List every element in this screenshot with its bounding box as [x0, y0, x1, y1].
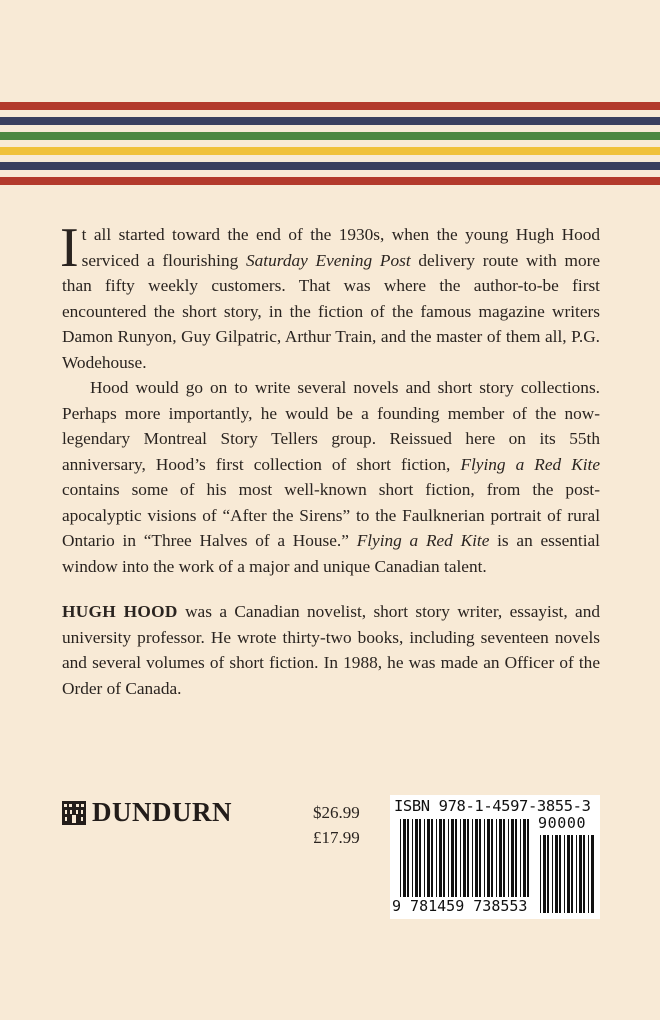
stripe-6 — [0, 177, 660, 185]
magazine-title: Saturday Evening Post — [246, 250, 411, 270]
decorative-stripes — [0, 102, 660, 192]
book-description — [60, 217, 601, 579]
author-bio — [62, 599, 600, 701]
description-paragraph-1 — [60, 217, 601, 375]
text-run: Hood would go on to write several novels and short story collections. Perhaps more importantly, he would be a founding member of the now-legendary Montreal Story Tellers group. Reissued here on its 55th anniversary, Hood’s first collection of short fiction, — [62, 378, 600, 474]
text-run: delivery route with more than fifty weekly customers. That was where the author-to-be first encountered the short story, in the fiction of the famous magazine writers Damon Runyon, Guy Gilpatric, Arthur Train, and the master of them all, P.G. Wodehouse. — [62, 250, 601, 372]
stripe-5 — [0, 162, 660, 170]
author-bio-text: was a Canadian novelist, short story writer, essayist, and university professor. He wrote thirty-two books, including seventeen novels and several volumes of short fiction. In 1988, he was made an Officer of the Order of Canada. — [62, 602, 601, 698]
stripe-4 — [0, 147, 660, 155]
book-title: Flying a Red Kite — [460, 454, 600, 474]
description-paragraph-2 — [62, 375, 600, 579]
isbn-label: ISBN 978-1-4597-3855-3 — [394, 797, 591, 815]
drop-cap: I — [60, 217, 79, 279]
publisher-logo — [62, 797, 232, 828]
text-run: contains some of his most well-known short fiction, from the post-apocalyptic visions of “After the Sirens” to the Faulknerian portrait of rural Ontario in “Three Halves of a House.” — [62, 480, 600, 550]
stripe-3 — [0, 132, 660, 140]
stripe-1 — [0, 102, 660, 110]
ean-digits: 9 781459 738553 — [392, 897, 534, 915]
price-gbp: £17.99 — [313, 828, 360, 847]
text-run: is an essential window into the work of a major and unique Canadian talent. — [62, 531, 600, 576]
price-addon-digits: 90000 — [538, 814, 587, 832]
book-title: Flying a Red Kite — [356, 531, 490, 550]
text-run: t all started toward the end of the 1930s, when the young Hugh Hood serviced a flourishing — [81, 225, 600, 270]
isbn-barcode — [390, 795, 600, 919]
stripe-2 — [0, 117, 660, 125]
publisher-name: DUNDURN — [92, 797, 232, 827]
author-name: HUGH HOOD — [62, 602, 178, 621]
dundurn-castle-icon — [62, 801, 86, 825]
price-list — [313, 800, 360, 850]
price-usd: $26.99 — [313, 803, 360, 822]
